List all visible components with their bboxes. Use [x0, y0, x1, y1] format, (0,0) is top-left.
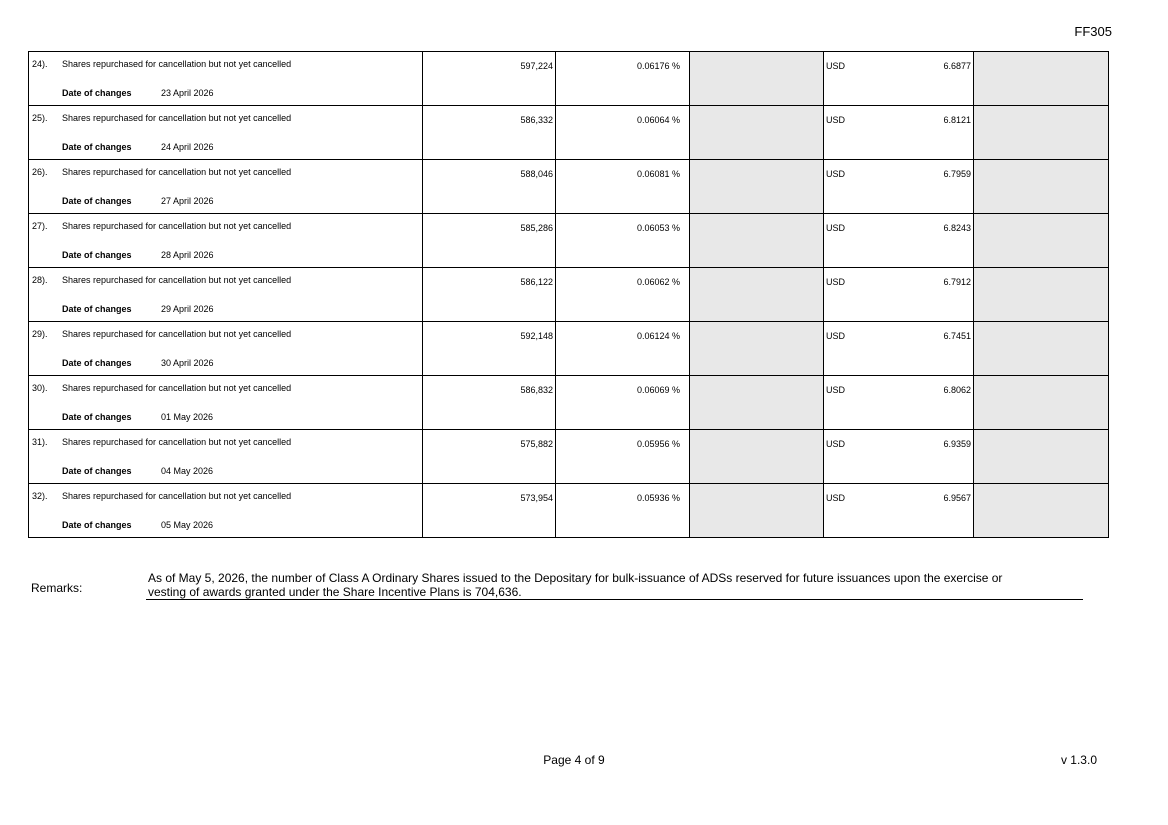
row-description: Shares repurchased for cancellation but not yet cancelled	[62, 383, 292, 393]
date-of-changes-label: Date of changes	[62, 358, 132, 368]
shares-cell	[423, 214, 556, 268]
shaded-cell-right	[974, 322, 1109, 376]
currency-value: USD	[826, 439, 846, 449]
shares-value: 585,286	[520, 223, 553, 233]
price-value: 6.7912	[943, 277, 971, 287]
shares-cell	[423, 430, 556, 484]
shaded-cell	[690, 106, 824, 160]
shaded-cell-right	[974, 484, 1109, 538]
shares-value: 588,046	[520, 169, 553, 179]
price-cell	[824, 106, 974, 160]
shares-cell	[423, 106, 556, 160]
description-cell	[29, 484, 423, 538]
price-value: 6.7451	[943, 331, 971, 341]
shares-value: 597,224	[520, 61, 553, 71]
description-cell	[29, 322, 423, 376]
percent-value: 0.06081 %	[636, 169, 680, 179]
price-cell	[824, 52, 974, 106]
shaded-cell-right	[974, 52, 1109, 106]
currency-value: USD	[826, 61, 846, 71]
description-cell	[29, 376, 423, 430]
price-value: 6.7959	[943, 169, 971, 179]
currency-value: USD	[826, 493, 846, 503]
repurchase-table	[28, 51, 1109, 538]
currency-value: USD	[826, 277, 846, 287]
percent-value: 0.06176 %	[636, 61, 680, 71]
shaded-cell	[690, 160, 824, 214]
shaded-cell	[690, 52, 824, 106]
price-value: 6.8062	[943, 385, 971, 395]
row-index: 31).	[32, 437, 48, 447]
price-value: 6.9359	[943, 439, 971, 449]
remarks-text	[146, 571, 1083, 600]
table-row	[29, 322, 1109, 376]
shares-value: 586,122	[520, 277, 553, 287]
date-of-changes-label: Date of changes	[62, 466, 132, 476]
form-code: FF305	[1074, 24, 1112, 39]
percent-value: 0.06069 %	[636, 385, 680, 395]
percent-value: 0.06053 %	[636, 223, 680, 233]
date-of-changes-label: Date of changes	[62, 304, 132, 314]
shaded-cell	[690, 430, 824, 484]
currency-value: USD	[826, 223, 846, 233]
percent-value: 0.06124 %	[636, 331, 680, 341]
date-of-changes-label: Date of changes	[62, 412, 132, 422]
shaded-cell-right	[974, 160, 1109, 214]
date-of-changes-label: Date of changes	[62, 142, 132, 152]
shaded-cell-right	[974, 430, 1109, 484]
shaded-cell	[690, 214, 824, 268]
date-of-changes-label: Date of changes	[62, 520, 132, 530]
shares-cell	[423, 376, 556, 430]
description-cell	[29, 430, 423, 484]
shares-value: 573,954	[520, 493, 553, 503]
table-row	[29, 160, 1109, 214]
date-of-changes-value: 05 May 2026	[161, 520, 214, 530]
date-of-changes-label: Date of changes	[62, 88, 132, 98]
shares-value: 575,882	[520, 439, 553, 449]
row-index: 25).	[32, 113, 48, 123]
date-of-changes-value: 30 April 2026	[161, 358, 214, 368]
description-cell	[29, 268, 423, 322]
remarks-label: Remarks:	[31, 581, 83, 595]
percent-cell	[556, 106, 690, 160]
remarks-line-2: vesting of awards granted under the Share Incentive Plans is 704,636.	[148, 585, 522, 599]
date-of-changes-label: Date of changes	[62, 250, 132, 260]
table-row	[29, 484, 1109, 538]
page-number: Page 4 of 9	[543, 753, 605, 767]
shaded-cell-right	[974, 214, 1109, 268]
price-value: 6.9567	[943, 493, 971, 503]
shares-value: 592,148	[520, 331, 553, 341]
row-description: Shares repurchased for cancellation but not yet cancelled	[62, 491, 292, 501]
price-value: 6.8121	[943, 115, 971, 125]
price-cell	[824, 214, 974, 268]
currency-value: USD	[826, 169, 846, 179]
percent-cell	[556, 268, 690, 322]
row-description: Shares repurchased for cancellation but not yet cancelled	[62, 437, 292, 447]
table-row	[29, 268, 1109, 322]
shaded-cell	[690, 322, 824, 376]
row-description: Shares repurchased for cancellation but not yet cancelled	[62, 329, 292, 339]
date-of-changes-value: 01 May 2026	[161, 412, 214, 422]
row-description: Shares repurchased for cancellation but not yet cancelled	[62, 59, 292, 69]
currency-value: USD	[826, 385, 846, 395]
row-index: 28).	[32, 275, 48, 285]
price-value: 6.6877	[943, 61, 971, 71]
remarks-line-1: As of May 5, 2026, the number of Class A Ordinary Shares issued to the Depositary for bulk-issuance of ADSs reserved for future issuances upon the exercise or	[148, 571, 1003, 585]
row-index: 30).	[32, 383, 48, 393]
date-of-changes-value: 29 April 2026	[161, 304, 214, 314]
version-label: v 1.3.0	[1060, 753, 1097, 767]
price-cell	[824, 268, 974, 322]
row-description: Shares repurchased for cancellation but not yet cancelled	[62, 221, 292, 231]
date-of-changes-value: 24 April 2026	[161, 142, 214, 152]
shaded-cell-right	[974, 106, 1109, 160]
row-index: 27).	[32, 221, 48, 231]
currency-value: USD	[826, 331, 846, 341]
description-cell	[29, 214, 423, 268]
row-index: 24).	[32, 59, 48, 69]
price-value: 6.8243	[943, 223, 971, 233]
shaded-cell-right	[974, 376, 1109, 430]
date-of-changes-value: 23 April 2026	[161, 88, 214, 98]
shares-cell	[423, 268, 556, 322]
shaded-cell-right	[974, 268, 1109, 322]
row-description: Shares repurchased for cancellation but not yet cancelled	[62, 167, 292, 177]
shares-cell	[423, 484, 556, 538]
table-row	[29, 52, 1109, 106]
description-cell	[29, 52, 423, 106]
currency-value: USD	[826, 115, 846, 125]
price-cell	[824, 322, 974, 376]
row-description: Shares repurchased for cancellation but not yet cancelled	[62, 113, 292, 123]
table-row	[29, 376, 1109, 430]
table-row	[29, 430, 1109, 484]
percent-value: 0.06064 %	[636, 115, 680, 125]
row-index: 29).	[32, 329, 48, 339]
row-index: 26).	[32, 167, 48, 177]
shares-cell	[423, 322, 556, 376]
date-of-changes-value: 28 April 2026	[161, 250, 214, 260]
percent-value: 0.06062 %	[636, 277, 680, 287]
percent-value: 0.05936 %	[636, 493, 680, 503]
date-of-changes-label: Date of changes	[62, 196, 132, 206]
shares-value: 586,332	[520, 115, 553, 125]
percent-value: 0.05956 %	[636, 439, 680, 449]
shares-value: 586,832	[520, 385, 553, 395]
percent-cell	[556, 322, 690, 376]
price-cell	[824, 430, 974, 484]
row-index: 32).	[32, 491, 48, 501]
percent-cell	[556, 214, 690, 268]
table-row	[29, 214, 1109, 268]
price-cell	[824, 376, 974, 430]
shares-cell	[423, 160, 556, 214]
percent-cell	[556, 376, 690, 430]
percent-cell	[556, 160, 690, 214]
percent-cell	[556, 430, 690, 484]
price-cell	[824, 484, 974, 538]
price-cell	[824, 160, 974, 214]
shaded-cell	[690, 484, 824, 538]
date-of-changes-value: 04 May 2026	[161, 466, 214, 476]
shares-cell	[423, 52, 556, 106]
description-cell	[29, 106, 423, 160]
repurchase-table-body	[29, 52, 1109, 538]
shaded-cell	[690, 268, 824, 322]
table-row	[29, 106, 1109, 160]
description-cell	[29, 160, 423, 214]
date-of-changes-value: 27 April 2026	[161, 196, 214, 206]
percent-cell	[556, 484, 690, 538]
shaded-cell	[690, 376, 824, 430]
row-description: Shares repurchased for cancellation but not yet cancelled	[62, 275, 292, 285]
percent-cell	[556, 52, 690, 106]
